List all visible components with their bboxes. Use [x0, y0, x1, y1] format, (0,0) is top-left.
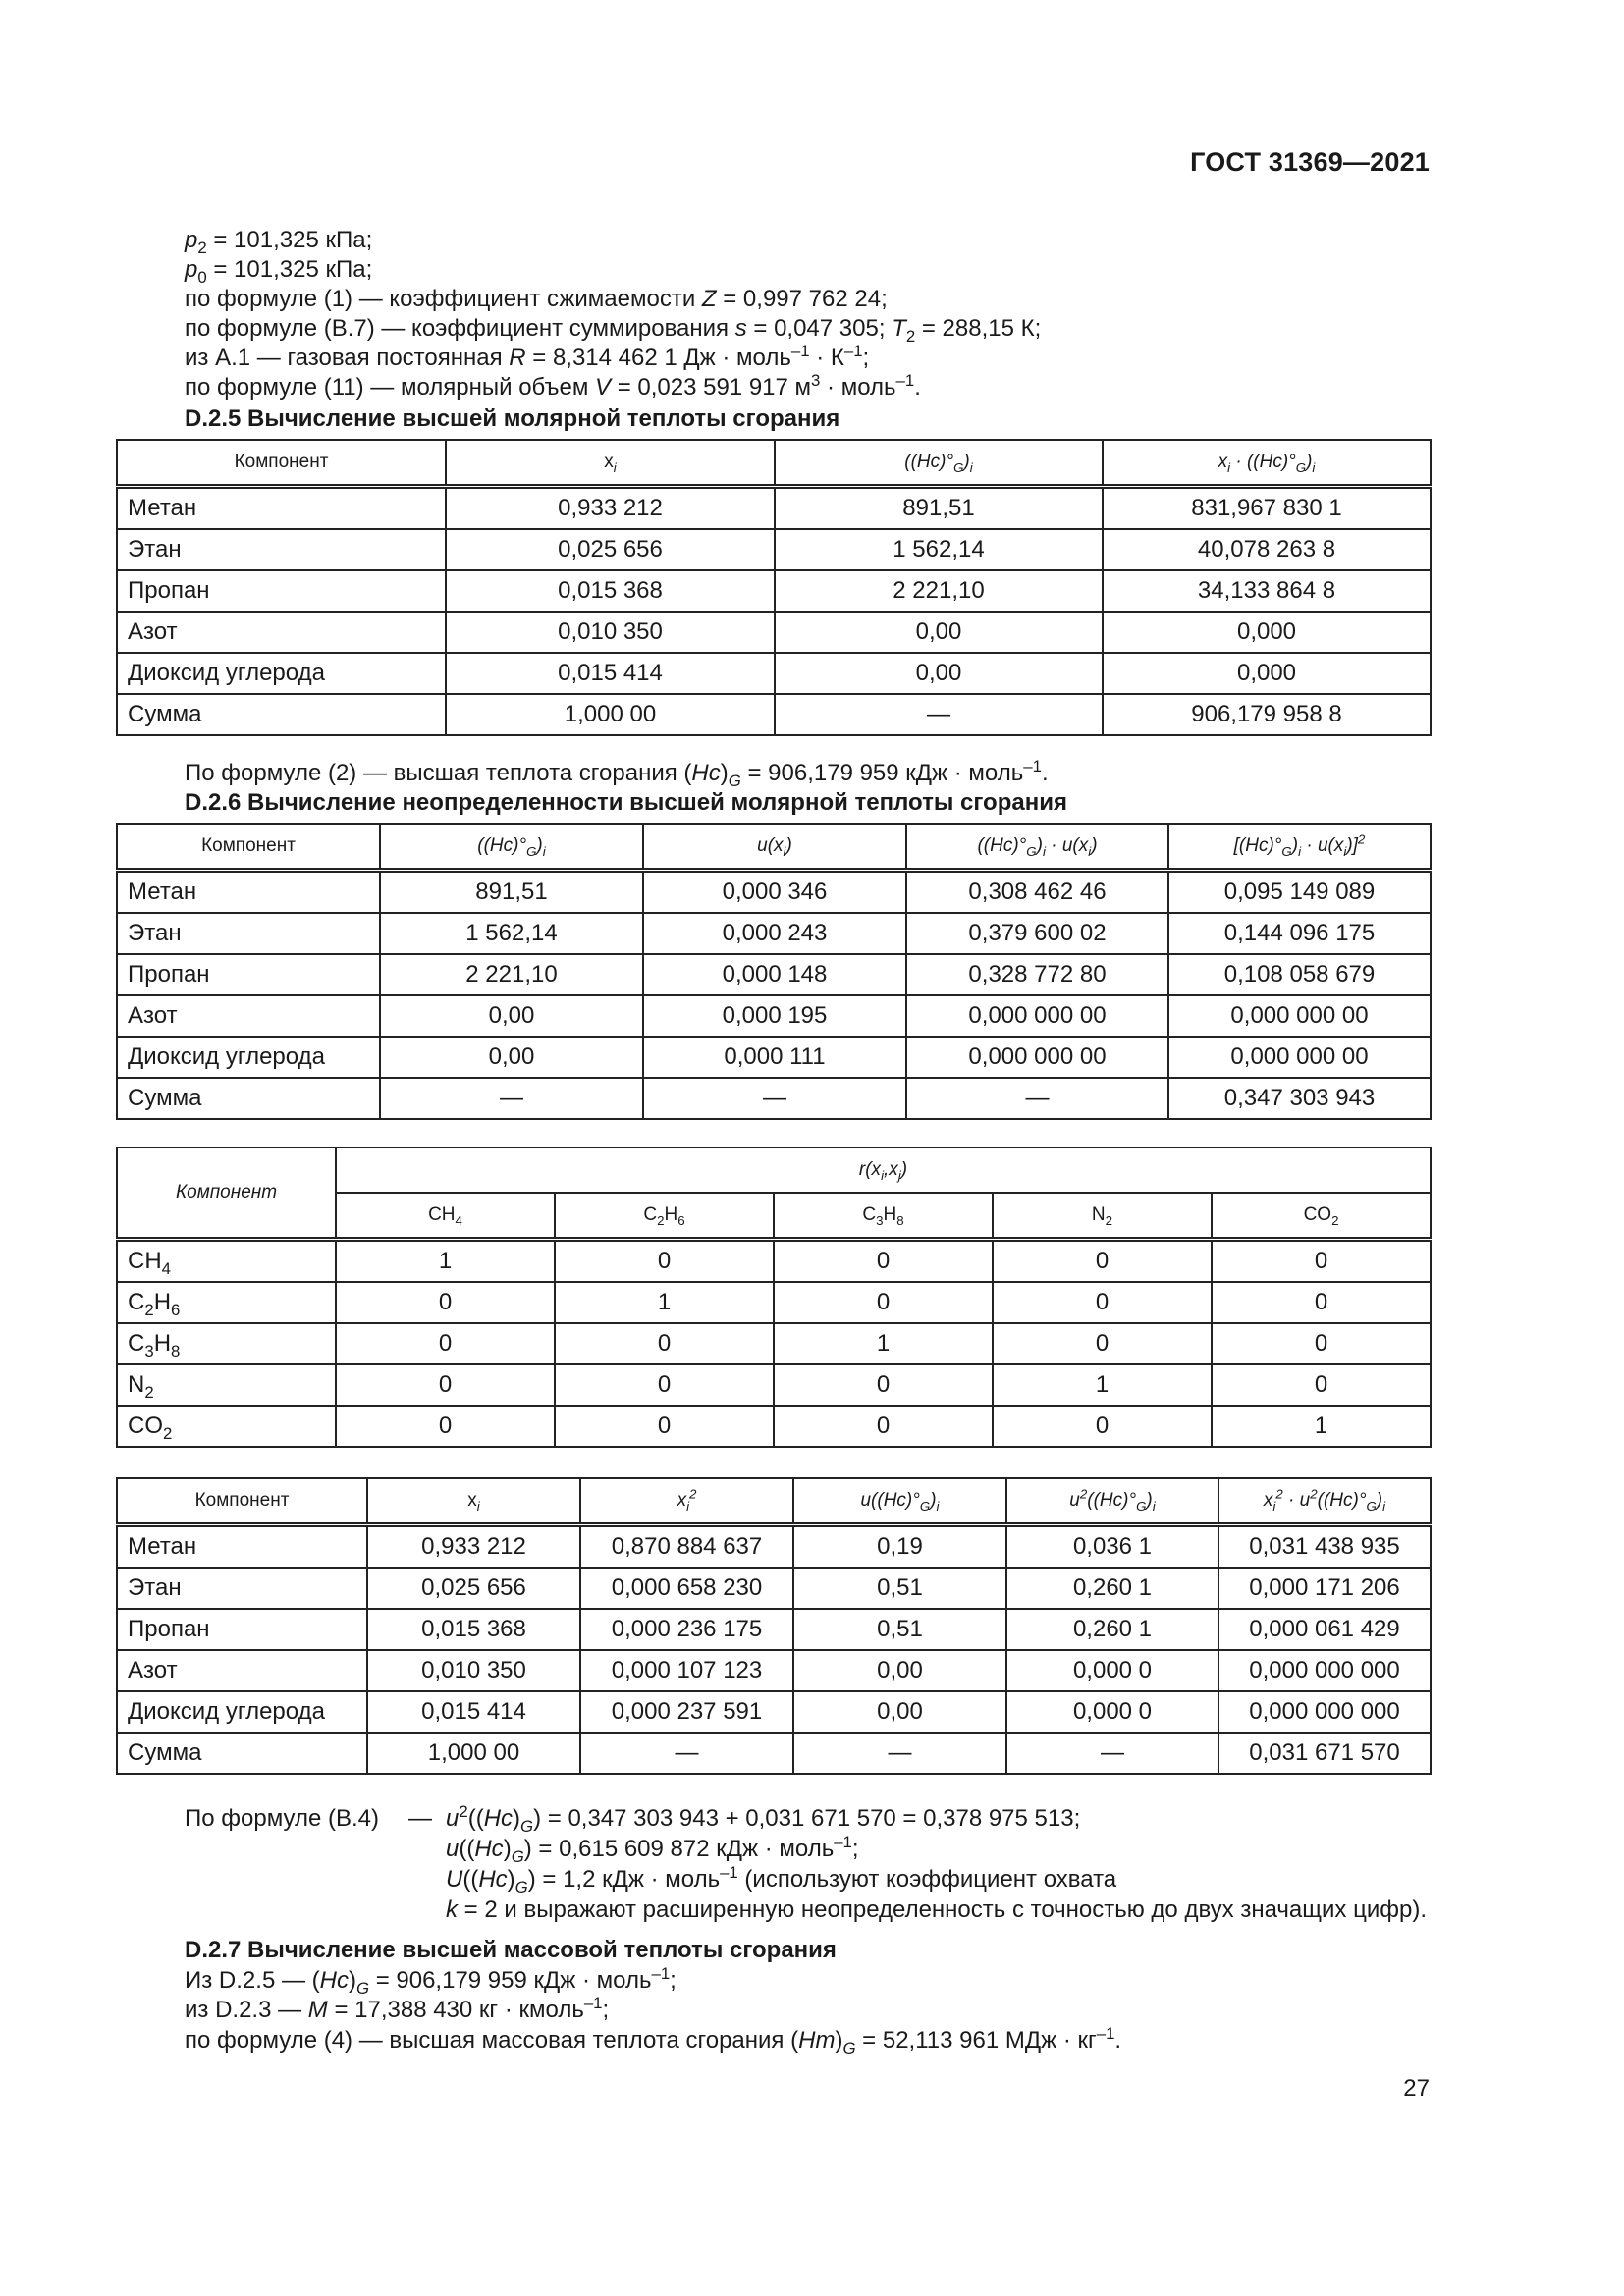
table-cell: —	[793, 1733, 1006, 1774]
table-row	[117, 653, 1431, 694]
table-row	[117, 1568, 1431, 1609]
table-cell: 0	[336, 1282, 555, 1323]
row-label: $C_3H_8$	[117, 1323, 336, 1364]
table-row	[117, 1525, 1431, 1569]
table-cell: 0,025 656	[446, 529, 775, 570]
table-cell: 1	[993, 1364, 1212, 1406]
table-row	[117, 694, 1431, 735]
table-cell: 0,000 148	[643, 954, 906, 995]
table-cell: 0,000 237 591	[580, 1691, 793, 1733]
table-cell: —	[580, 1733, 793, 1774]
table-row	[117, 1364, 1431, 1406]
col-co2: $CO_2$	[1212, 1193, 1431, 1240]
col-xi2-u2: $x_i^2 \cdot u^2((Hc)^\circ_G)_i$	[1218, 1478, 1431, 1525]
document-id: ГОСТ 31369—2021	[1190, 147, 1430, 177]
table-cell: 40,078 263 8	[1103, 529, 1431, 570]
table-cell: 0	[774, 1240, 993, 1283]
row-label: Азот	[117, 995, 380, 1037]
table-cell: 0,000 658 230	[580, 1568, 793, 1609]
row-label: $N_2$	[117, 1364, 336, 1406]
col-xi: $x_i$	[446, 440, 775, 487]
col-component: Компонент	[117, 1478, 367, 1525]
table-cell: 0,000 000 000	[1218, 1691, 1431, 1733]
table-cell: 0	[993, 1240, 1212, 1283]
table-cell: 0,000 061 429	[1218, 1609, 1431, 1650]
table-cell: 0	[336, 1364, 555, 1406]
table-cell: 0	[774, 1282, 993, 1323]
table-cell: 0	[993, 1406, 1212, 1447]
table-cell: 0,347 303 943	[1168, 1078, 1431, 1119]
table-cell: 0,015 414	[446, 653, 775, 694]
table-row	[117, 612, 1431, 653]
table-cell: 0	[555, 1364, 774, 1406]
row-label: Этан	[117, 1568, 367, 1609]
table-cell: 1	[774, 1323, 993, 1364]
table-cell: 0,51	[793, 1568, 1006, 1609]
row-label: Метан	[117, 871, 380, 914]
table-row	[117, 1240, 1431, 1283]
table-cell: 34,133 864 8	[1103, 570, 1431, 612]
table-cell: 0,000 236 175	[580, 1609, 793, 1650]
table-cell: 0,51	[793, 1609, 1006, 1650]
table-cell: 0,000 0	[1006, 1650, 1218, 1691]
table-hc-uncertainty	[116, 1477, 1432, 1775]
table-row	[117, 487, 1431, 530]
table-cell: 1,000 00	[367, 1733, 580, 1774]
table-row	[117, 1282, 1431, 1323]
row-label: Пропан	[117, 1609, 367, 1650]
table-cell: 0,036 1	[1006, 1525, 1218, 1569]
table-cell: 0,000 000 00	[1168, 995, 1431, 1037]
table-cell: —	[1006, 1733, 1218, 1774]
row-label: Азот	[117, 612, 446, 653]
table-row	[117, 1037, 1431, 1078]
table-row	[117, 1323, 1431, 1364]
table-cell: 0,000 111	[643, 1037, 906, 1078]
table-cell: 891,51	[775, 487, 1103, 530]
table-row	[117, 1406, 1431, 1447]
table-row	[117, 1691, 1431, 1733]
col-xi-hc: $x_i \cdot ((Hc)^\circ_G)_i$	[1103, 440, 1431, 487]
table-cell: 0	[336, 1406, 555, 1447]
table-cell: —	[643, 1078, 906, 1119]
table-correlation	[116, 1147, 1432, 1448]
table-cell: 891,51	[380, 871, 643, 914]
col-ch4: $CH_4$	[336, 1193, 555, 1240]
table-row	[117, 871, 1431, 914]
table-cell: 0,015 414	[367, 1691, 580, 1733]
table-cell: 0,00	[775, 612, 1103, 653]
table-row	[117, 1733, 1431, 1774]
heading-d26: D.2.6 Вычисление неопределенности высшей молярной теплоты сгорания	[185, 789, 1067, 816]
col-xi: $x_i$	[367, 1478, 580, 1525]
col-component: Компонент	[117, 440, 446, 487]
table-cell: 0	[336, 1323, 555, 1364]
table-cell: 0,00	[793, 1691, 1006, 1733]
row-label: Метан	[117, 487, 446, 530]
row-label: Сумма	[117, 694, 446, 735]
table-cell: 0	[555, 1323, 774, 1364]
row-label: Диоксид углерода	[117, 1037, 380, 1078]
table-row	[117, 529, 1431, 570]
table-row	[117, 913, 1431, 954]
line-compressibility: по формуле (1) — коэффициент сжимаемости Z = 0,997 762 24;	[185, 286, 888, 312]
table-row	[117, 1609, 1431, 1650]
formula-b4-line2: $u((Hc)_G) = 0,615$ 609 872 кДж · моль$^{-1}$;	[446, 1833, 859, 1866]
table-cell: 1	[1212, 1406, 1431, 1447]
table-cell: 0	[993, 1282, 1212, 1323]
table-row	[117, 1650, 1431, 1691]
formula-b4-label: По формуле (B.4)	[185, 1805, 379, 1832]
table-cell: 0,000 0	[1006, 1691, 1218, 1733]
row-label: Диоксид углерода	[117, 653, 446, 694]
col-u2-hc: $u^2((Hc)^\circ_G)_i$	[1006, 1478, 1218, 1525]
table-cell: 0,000 346	[643, 871, 906, 914]
table-cell: 0,108 058 679	[1168, 954, 1431, 995]
col-hc: $((Hc)^\circ_G)_i$	[380, 824, 643, 871]
heading-d27: D.2.7 Вычисление высшей массовой теплоты сгорания	[185, 1937, 837, 1963]
table-cell: 0,000 171 206	[1218, 1568, 1431, 1609]
table-cell: 0,379 600 02	[906, 913, 1168, 954]
table-row	[117, 954, 1431, 995]
table-cell: 1,000 00	[446, 694, 775, 735]
table-cell: 0,144 096 175	[1168, 913, 1431, 954]
table-cell: 0,095 149 089	[1168, 871, 1431, 914]
col-c3h8: $C_3H_8$	[774, 1193, 993, 1240]
table-cell: —	[775, 694, 1103, 735]
table-cell: 0,308 462 46	[906, 871, 1168, 914]
col-c2h6: $C_2H_6$	[555, 1193, 774, 1240]
table-cell: 0	[1212, 1323, 1431, 1364]
table-cell: 1 562,14	[775, 529, 1103, 570]
row-label: Пропан	[117, 954, 380, 995]
table-cell: 0,031 671 570	[1218, 1733, 1431, 1774]
row-label: $C_2H_6$	[117, 1282, 336, 1323]
table-cell: 0,015 368	[446, 570, 775, 612]
col-u-xi: $u(x_i)$	[643, 824, 906, 871]
line-p0: $p_0 = 101,325$ кПа;	[185, 256, 373, 287]
table-cell: 0,010 350	[446, 612, 775, 653]
table-cell: 0	[555, 1240, 774, 1283]
d27-line2: из D.2.3 — M = 17,388 430 кг · кмоль$^{-1}$;	[185, 1994, 610, 2023]
table-cell: 0,933 212	[446, 487, 775, 530]
table-uncertainty	[116, 823, 1432, 1120]
row-label: $CH_4$	[117, 1240, 336, 1283]
formula-b4-line4: k = 2 и выражают расширенную неопределенность с точностью до двух значащих цифр).	[446, 1896, 1427, 1923]
row-label: Этан	[117, 913, 380, 954]
col-n2: $N_2$	[993, 1193, 1212, 1240]
line-molar-volume: по формуле (11) — молярный объем V = 0,023 591 917 $м^3$ · моль$^{-1}$.	[185, 371, 921, 400]
table-cell: —	[380, 1078, 643, 1119]
table-cell: 2 221,10	[380, 954, 643, 995]
table-row	[117, 995, 1431, 1037]
col-hc-u: $((Hc)^\circ_G)_i \cdot u(x_i)$	[906, 824, 1168, 871]
table-cell: 0	[1212, 1364, 1431, 1406]
table-cell: 0,00	[775, 653, 1103, 694]
table-cell: 2 221,10	[775, 570, 1103, 612]
corner-component: Компонент	[117, 1148, 336, 1240]
table-cell: 0,015 368	[367, 1609, 580, 1650]
table-cell: 0	[774, 1364, 993, 1406]
result-d25: По формуле (2) — высшая теплота сгорания $(Hc)_G = 906,179$ 959 кДж · моль$^{-1}$.	[185, 757, 1049, 790]
table-cell: 0,000	[1103, 653, 1431, 694]
table-cell: 0,025 656	[367, 1568, 580, 1609]
line-p2: $p_2 = 101,325$ кПа;	[185, 227, 373, 257]
row-label: Метан	[117, 1525, 367, 1569]
page-number: 27	[1403, 2075, 1430, 2102]
col-r: $r(x_i,x_j)$	[336, 1148, 1431, 1193]
table-cell: 0	[555, 1406, 774, 1447]
d27-line3: по формуле (4) — высшая массовая теплота сгорания $(Hm)_G = 52,113$ 961 МДж · $кг^{-1}$.	[185, 2024, 1122, 2057]
table-cell: 0,870 884 637	[580, 1525, 793, 1569]
table-cell: 1	[555, 1282, 774, 1323]
table-cell: —	[906, 1078, 1168, 1119]
formula-b4-dash: —	[408, 1805, 432, 1832]
table-cell: 0,260 1	[1006, 1568, 1218, 1609]
table-cell: 0,000 000 00	[1168, 1037, 1431, 1078]
table-cell: 0	[1212, 1282, 1431, 1323]
formula-b4-line3: $U((Hc)_G) = 1,2$ кДж · моль$^{-1}$ (используют коэффициент охвата	[446, 1863, 1117, 1896]
line-gas-constant: из A.1 — газовая постоянная R = 8,314 462 1 Дж · моль$^{-1}$ · $К^{-1}$;	[185, 342, 870, 371]
table-cell: 0,000 000 000	[1218, 1650, 1431, 1691]
table-molar-heat	[116, 439, 1432, 736]
table-cell: 906,179 958 8	[1103, 694, 1431, 735]
table-cell: 0,000 243	[643, 913, 906, 954]
table-cell: 0	[1212, 1240, 1431, 1283]
table-cell: 0,000 000 00	[906, 995, 1168, 1037]
table-cell: 0	[993, 1323, 1212, 1364]
table-cell: 0,00	[380, 1037, 643, 1078]
table-cell: 0,000 195	[643, 995, 906, 1037]
table-cell: 831,967 830 1	[1103, 487, 1431, 530]
table-cell: 0,260 1	[1006, 1609, 1218, 1650]
row-label: Азот	[117, 1650, 367, 1691]
table-row	[117, 1078, 1431, 1119]
d27-line1: Из D.2.5 — $(Hc)_G = 906,179$ 959 кДж · моль$^{-1}$;	[185, 1964, 677, 1998]
table-cell: 0,031 438 935	[1218, 1525, 1431, 1569]
table-cell: 1 562,14	[380, 913, 643, 954]
col-hc-u-sq: $[(Hc)^\circ_G)_i \cdot u(x_i)]^2$	[1168, 824, 1431, 871]
col-component: Компонент	[117, 824, 380, 871]
col-xi-sq: $x_i^2$	[580, 1478, 793, 1525]
table-cell: 0,000 107 123	[580, 1650, 793, 1691]
table-cell: 0,00	[380, 995, 643, 1037]
row-label: Диоксид углерода	[117, 1691, 367, 1733]
table-cell: 0,000 000 00	[906, 1037, 1168, 1078]
table-cell: 0,00	[793, 1650, 1006, 1691]
row-label: $CO_2$	[117, 1406, 336, 1447]
heading-d25: D.2.5 Вычисление высшей молярной теплоты сгорания	[185, 405, 840, 432]
row-label: Этан	[117, 529, 446, 570]
table-cell: 1	[336, 1240, 555, 1283]
table-cell: 0,19	[793, 1525, 1006, 1569]
table-cell: 0,933 212	[367, 1525, 580, 1569]
table-row	[117, 570, 1431, 612]
formula-b4-line1: $u^2((Hc)_G) = 0,347$ 303 943 + 0,031 671 570 = 0,378 975 513;	[446, 1802, 1081, 1836]
table-cell: 0	[774, 1406, 993, 1447]
row-label: Пропан	[117, 570, 446, 612]
row-label: Сумма	[117, 1733, 367, 1774]
row-label: Сумма	[117, 1078, 380, 1119]
table-cell: 0,010 350	[367, 1650, 580, 1691]
col-hc: $((Hc)^\circ_G)_i$	[775, 440, 1103, 487]
table-cell: 0,328 772 80	[906, 954, 1168, 995]
table-cell: 0,000	[1103, 612, 1431, 653]
line-summation-factor: по формуле (B.7) — коэффициент суммирования s = 0,047 305; $T_2 = 288,15$ К;	[185, 315, 1042, 346]
col-u-hc: $u((Hc)^\circ_G)_i$	[793, 1478, 1006, 1525]
